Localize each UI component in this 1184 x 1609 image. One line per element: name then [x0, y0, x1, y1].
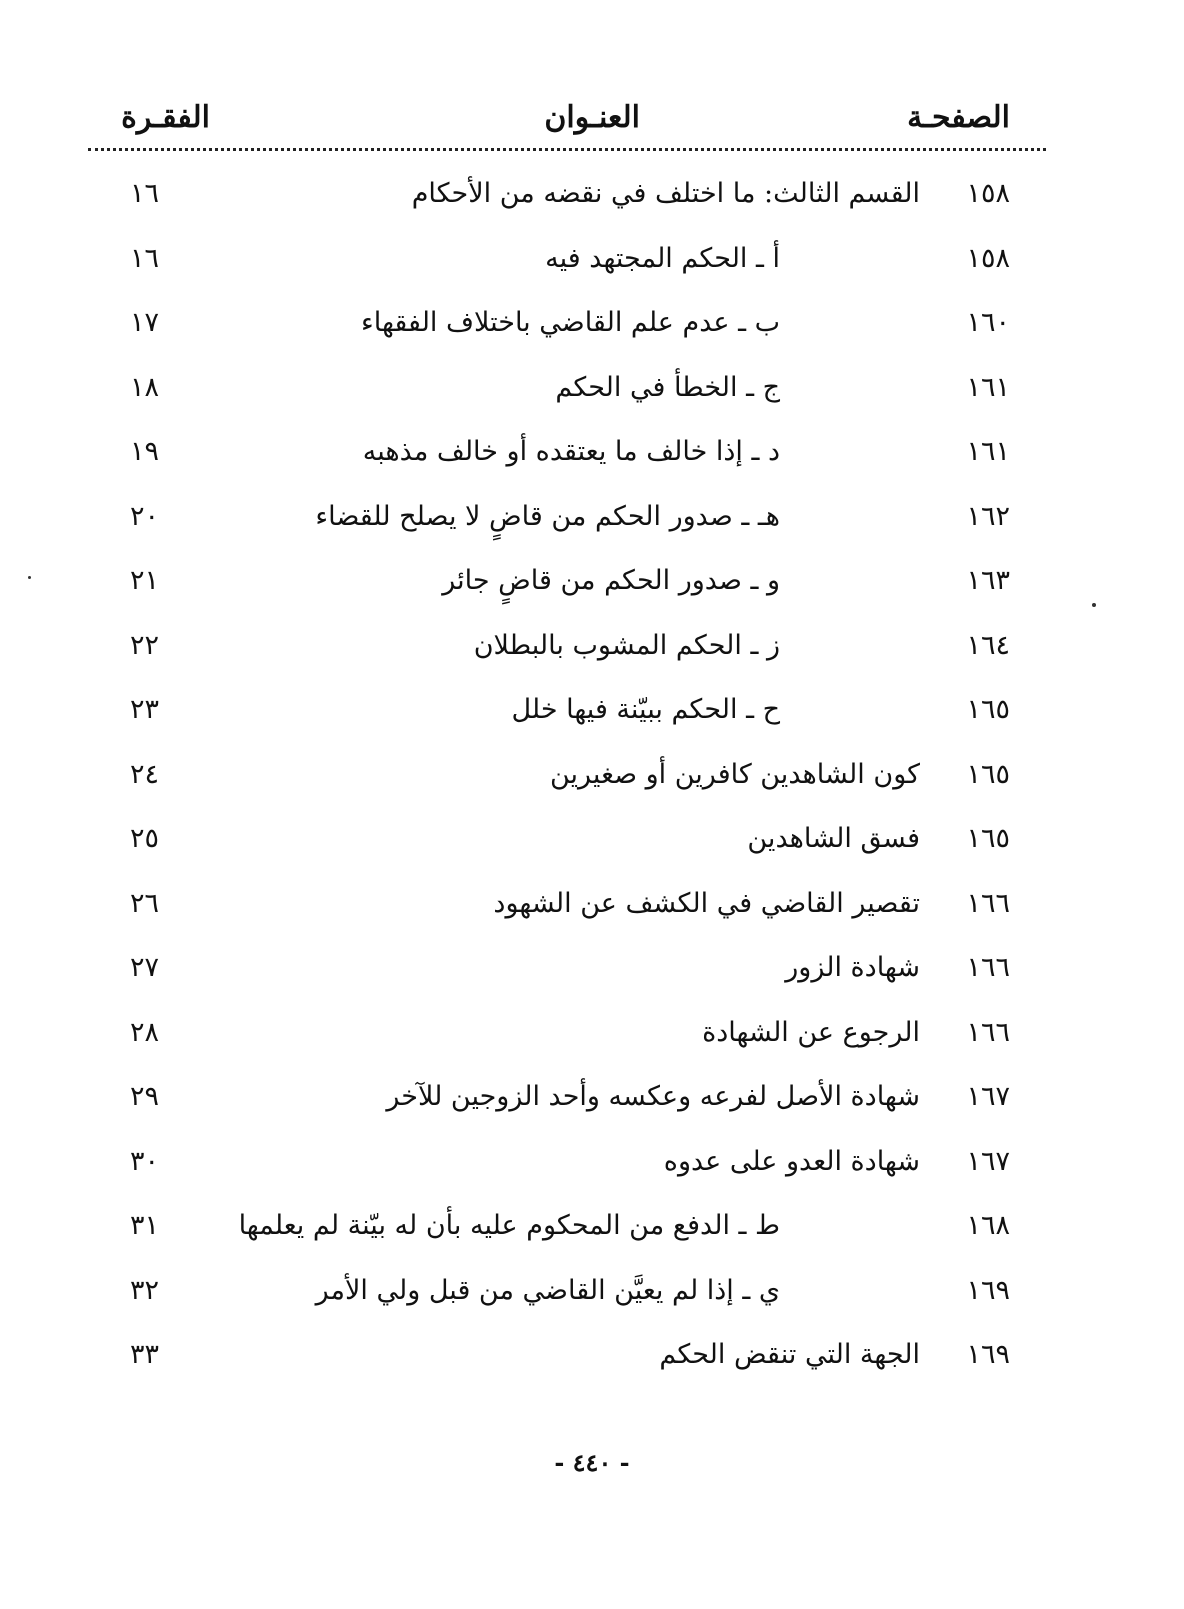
toc-entry-title: ج ـ الخطأ في الحكم: [555, 371, 780, 403]
toc-page-number: ١٦١: [966, 436, 1010, 467]
toc-entry-title: ح ـ الحكم ببيّنة فيها خلل: [511, 694, 780, 725]
table-header: [110, 100, 1040, 150]
toc-page-number: ١٦٦: [966, 1016, 1010, 1048]
scan-speck: [28, 576, 31, 579]
toc-paragraph-number: ٣١: [130, 1210, 160, 1241]
header-page-label: الصفحـة: [907, 100, 1010, 135]
toc-row: [110, 1007, 1040, 1072]
toc-row: [110, 491, 1040, 556]
toc-row: [110, 555, 1040, 620]
toc-entry-title: فسق الشاهدين: [747, 823, 920, 854]
toc-page-number: ١٦٨: [966, 1210, 1010, 1241]
toc-entry-title: الجهة التي تنقض الحكم: [659, 1339, 920, 1370]
dotted-separator: [88, 148, 1046, 151]
toc-paragraph-number: ١٩: [130, 436, 160, 467]
toc-row: [110, 749, 1040, 814]
header-paragraph-label: الفقـرة: [121, 100, 210, 135]
toc-entry-title: كون الشاهدين كافرين أو صغيرين: [549, 758, 920, 790]
toc-entry-title: ب ـ عدم علم القاضي باختلاف الفقهاء: [361, 307, 780, 338]
toc-page-number: ١٦٧: [966, 1081, 1010, 1112]
toc-row: [110, 1265, 1040, 1330]
toc-paragraph-number: ٢٩: [130, 1081, 160, 1112]
toc-page-number: ١٦٣: [966, 565, 1010, 596]
toc-paragraph-number: ٢٠: [130, 500, 160, 532]
toc-row: [110, 168, 1040, 233]
toc-page-number: ١٦٧: [966, 1145, 1010, 1177]
toc-paragraph-number: ٢٥: [130, 823, 160, 854]
toc-paragraph-number: ٣٢: [130, 1274, 160, 1306]
toc-page-number: ١٦١: [966, 371, 1010, 403]
toc-row: [110, 426, 1040, 491]
toc-row: [110, 1136, 1040, 1201]
toc-entry-title: شهادة الأصل لفرعه وعكسه وأحد الزوجين للآخر: [386, 1081, 920, 1112]
toc-page-number: ١٦٦: [966, 887, 1010, 919]
toc-row: [110, 813, 1040, 878]
toc-page-number: ١٥٨: [966, 178, 1010, 209]
toc-row: [110, 684, 1040, 749]
toc-page-number: ١٦٩: [966, 1339, 1010, 1370]
toc-entry-title: أ ـ الحكم المجتهد فيه: [545, 242, 780, 274]
toc-page-number: ١٦٥: [966, 758, 1010, 790]
toc-entry-title: الرجوع عن الشهادة: [702, 1016, 920, 1048]
scan-speck: [1092, 603, 1096, 607]
toc-paragraph-number: ١٧: [130, 307, 160, 338]
toc-page-number: ١٦٥: [966, 694, 1010, 725]
toc-paragraph-number: ١٨: [130, 371, 160, 403]
toc-paragraph-number: ٢١: [130, 565, 160, 596]
toc-paragraph-number: ٢٧: [130, 952, 160, 983]
toc-entry-title: ز ـ الحكم المشوب بالبطلان: [473, 629, 780, 661]
toc-row: [110, 1071, 1040, 1136]
toc-page-number: ١٦٤: [966, 629, 1010, 661]
toc-paragraph-number: ٢٤: [130, 758, 160, 790]
table-of-contents: [110, 168, 1040, 1394]
toc-entry-title: و ـ صدور الحكم من قاضٍ جائر: [442, 565, 780, 596]
toc-paragraph-number: ٢٨: [130, 1016, 160, 1048]
page-number: - ٤٤٠ -: [554, 1448, 630, 1477]
toc-page-number: ١٦٠: [966, 307, 1010, 338]
toc-paragraph-number: ٢٢: [130, 629, 160, 661]
toc-entry-title: تقصير القاضي في الكشف عن الشهود: [493, 887, 920, 919]
toc-row: [110, 620, 1040, 685]
toc-row: [110, 1329, 1040, 1394]
toc-row: [110, 362, 1040, 427]
toc-page-number: ١٦٥: [966, 823, 1010, 854]
toc-paragraph-number: ٣٣: [130, 1339, 160, 1370]
toc-entry-title: ط ـ الدفع من المحكوم عليه بأن له بيّنة لم يعلمها: [238, 1210, 780, 1241]
toc-entry-title: د ـ إذا خالف ما يعتقده أو خالف مذهبه: [362, 436, 780, 467]
toc-row: [110, 1200, 1040, 1265]
toc-row: [110, 942, 1040, 1007]
toc-paragraph-number: ١٦: [130, 178, 160, 209]
toc-entry-title: ي ـ إذا لم يعيَّن القاضي من قبل ولي الأمر: [315, 1274, 780, 1306]
toc-row: [110, 297, 1040, 362]
toc-entry-title: القسم الثالث: ما اختلف في نقضه من الأحكام: [411, 178, 920, 209]
toc-page-number: ١٦٦: [966, 952, 1010, 983]
toc-entry-title: شهادة العدو على عدوه: [663, 1145, 920, 1177]
toc-page-number: ١٥٨: [966, 242, 1010, 274]
toc-row: [110, 233, 1040, 298]
toc-paragraph-number: ٢٣: [130, 694, 160, 725]
toc-page-number: ١٦٩: [966, 1274, 1010, 1306]
toc-row: [110, 878, 1040, 943]
toc-paragraph-number: ١٦: [130, 242, 160, 274]
toc-paragraph-number: ٢٦: [130, 887, 160, 919]
toc-entry-title: شهادة الزور: [785, 952, 920, 983]
toc-page-number: ١٦٢: [966, 500, 1010, 532]
toc-entry-title: هـ ـ صدور الحكم من قاضٍ لا يصلح للقضاء: [315, 500, 780, 532]
header-title-label: العنـوان: [544, 100, 640, 135]
toc-paragraph-number: ٣٠: [130, 1145, 160, 1177]
